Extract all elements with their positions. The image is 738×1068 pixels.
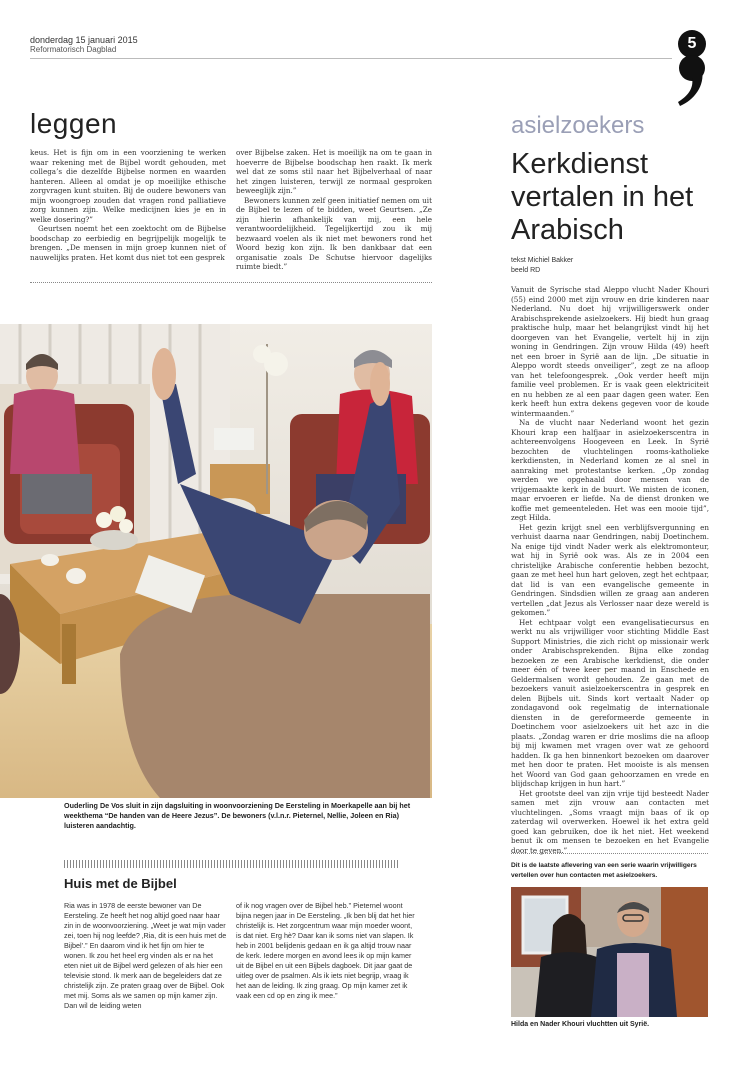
page-number: 5 xyxy=(678,30,706,58)
article-credits xyxy=(511,256,573,276)
header-rule xyxy=(30,58,672,59)
photo-credit: beeld RD xyxy=(511,267,541,274)
paragraph: Het grootste deel van zijn vrije tijd besteedt Nader samen met zijn vrouw aan contacten met vluchtelingen. „Soms vraagt mijn baas of ik op zaterdag wil overwerken. Hoewel ik het extra geld goed kan gebruiken, doe ik het niet. Het weekend benut ik om mensen te bezoeken en het Evangelie door te geven.” xyxy=(511,788,709,855)
photo-caption: Ouderling De Vos sluit in zijn dagsluiting in woonvoorziening De Eersteling in Moerkapelle aan bij het weekthema “De handen van de Heere Jezus”. De bewoners (v.l.n.r. Pieternel, Nellie, Joleen en Ria) luisteren aandachtig. xyxy=(64,801,411,830)
series-note: Dit is de laatste aflevering van een serie waarin vrijwilligers vertellen over hun contacten met asielzoekers. xyxy=(511,862,697,879)
paragraph: Na de vlucht naar Nederland woont het gezin Khouri krap een halfjaar in asielzoekerscentra in achtereenvolgens Hoogeveen en Leek. In Syrië bezochten de vluchtelingen rooms-katholieke kerkdiensten, in Nederland komen ze al snel in aanraking met protestantse kerken. „Op zondag werden we opgehaald door mensen van de vrijgemaakte kerk in de buurt. We misten de iconen, maar ervoeren er liefde. Na de dienst dronken we koffie met gemeenteleden. Het was een mooie tijd”, zegt Hilda. xyxy=(511,418,709,522)
paragraph: keus. Het is fijn om in een voorziening te werken waar rekening met de Bijbel wordt gehouden, met collega’s die dezelfde Bijbelse normen en waarden hanteren. Alleen al omdat je op moeilijke ethische zorgvragen kunt stuiten. Bij de oudere bewoners van mijn woongroep zouden dat vragen rond palliatieve zorg kunnen zijn. Welke medicijnen kies je en in welke dosering?” xyxy=(30,148,226,224)
paragraph: Vanuit de Syrische stad Aleppo vlucht Nader Khouri (55) eind 2000 met zijn vrouw en drie kinderen naar Nederland. Nu doet hij vrijwilligerswerk onder Arabischsprekende asielzoekers. Hij biedt hun graag praktische hulp, maar het belangrijkst vindt hij het doorgeven van het Evangelie, vertelt hij in zijn woning in Gendringen. Zijn vrouw Hilda (49) heeft net een broer in Syrië aan de lijn. „De situatie in Aleppo wordt steeds onveiliger”, zegt ze na afloop van het telefoongesprek. „Ook verder heeft mijn familie veel problemen. Er is vaak geen elektriciteit en nu hebben ze al een paar dagen geen water. Een kerk heeft hun extra dekens gegeven voor de koude wintermaanden.” xyxy=(511,285,709,418)
khouri-photo xyxy=(511,887,708,1017)
newspaper-name: Reformatorisch Dagblad xyxy=(30,45,117,54)
text-credit: tekst Michiel Bakker xyxy=(511,257,574,264)
article-headline: Kerkdienst vertalen in het Arabisch xyxy=(511,148,694,246)
article-column-2 xyxy=(236,148,432,272)
article-headline-leggen: leggen xyxy=(30,108,118,139)
box-column-1: Ria was in 1978 de eerste bewoner van De Eersteling. Ze heeft het nog altijd goed naar haar zin in de woonvoorziening. „Weet je wat mijn vader zei, toen hij nog leefde? ‚Ria, dit is een huis met de Bijbel’.” En daarom vind ik het fijn om hier te wonen. Ik zou het heel erg vinden als er na het eten niet uit de Bijbel werd gelezen of als hier een televisie stond. Ik merk aan de begeleiders dat ze christelijk zijn. Ze praten graag over de Bijbel. Ook met mij. Soms als we samen op mijn kamer zijn. Dan wil de leiding weten xyxy=(64,901,227,1010)
section-label: asielzoekers xyxy=(511,112,645,139)
dotted-divider xyxy=(30,282,432,283)
box-top-pattern xyxy=(64,860,400,868)
comma-logo-icon xyxy=(672,48,712,110)
living-room-photo xyxy=(0,324,432,798)
paragraph: over Bijbelse zaken. Het is moeilijk na om te gaan in hoeverre de Bijbelse boodschap hen raakt. Ik merk wel dat ze soms stil naar het Bijbelverhaal of naar het zingen luisteren, terwijl ze normaal gesproken beweeglijk zijn.” xyxy=(236,148,432,195)
main-photo xyxy=(0,324,432,798)
article-body xyxy=(511,285,709,855)
box-headline: Huis met de Bijbel xyxy=(64,876,177,891)
paragraph: Het echtpaar volgt een evangelisatiecursus en werkt nu als vrijwilliger voor stichting Middle East Support Ministries, die zich richt op missionair werk onder Arabischsprekenden. Bijna elke zondag bezoeken ze een Arabische kerkdienst, die onder meer één of twee keer per maand in Enschede en Geldermalsen wordt gehouden. Ze gaan met de bezoekers vanuit asielzoekerscentra in gesprek en delen Bijbels uit. Sinds kort vertaalt Nader op zondagavond ook regelmatig de internationale diensten in de gereformeerde gemeente in Doetinchem voor asielzoekers uit het azc in die plaats. „Zondag waren er drie moslims die na afloop bij mij kwamen met vragen over wat ze gehoord hadden. Ik ga hen binnenkort bezoeken om daarover met hen door te praten. Het mooiste is als mensen het Woord van God gaan gehoorzamen en vrede en blijdschap krijgen in hun hart.” xyxy=(511,617,709,788)
dotted-divider xyxy=(511,853,708,854)
paragraph: Geurtsen noemt het een zoektocht om de Bijbelse boodschap zo eerbiedig en begrijpelijk mogelijk te brengen. „De mensen in mijn groep kunnen niet of nauwelijks praten. Het komt dus niet tot een gesprek xyxy=(30,224,226,262)
issue-date: donderdag 15 januari 2015 xyxy=(30,35,138,45)
paragraph: Het gezin krijgt snel een verblijfsvergunning en verhuist daarna naar Gendringen, nabij Doetinchem. Na enige tijd vindt Nader werk als elektromonteur, wat hij in Syrië ook was. Als ze in 2004 een christelijke Arabische conferentie hebben bezocht, gaan ze met heel hun hart geloven, zegt het echtpaar, dat lid is van een evangelische gemeente in Gendringen. Sindsdien willen ze graag aan anderen vertellen „dat Jezus als Verlosser naar deze wereld is gekomen.” xyxy=(511,522,709,617)
article-column-1 xyxy=(30,148,226,262)
khouri-photo-caption: Hilda en Nader Khouri vluchtten uit Syrië. xyxy=(511,1021,650,1028)
paragraph: Bewoners kunnen zelf geen initiatief nemen om uit de Bijbel te lezen of te bidden, weet Geurtsen. „Ze zijn hierin afhankelijk van mij, een hele verantwoordelijkheid. Tegelijkertijd zou ik mij bezwaard voelen als ik niet met bewoners rond het Woord bezig kon zijn. Ik ben dankbaar dat een organisatie zoals De Schutse hiervoor dagelijks ruimte biedt.” xyxy=(236,195,432,271)
box-column-2: of ik nog vragen over de Bijbel heb.” Pieternel woont bijna negen jaar in De Eersteling. „Ik ben blij dat het hier christelijk is. Het zorgcentrum waar mijn moeder woont, is dat niet. Erg hè? Daar kan ik soms niet van slapen. Ik heb in 2001 belijdenis gedaan en ik ga altijd trouw naar de kerk. Iedere morgen en avond lees ik op mijn kamer uit de Bijbel en uit een Bijbels dagboek. Dit jaar gaat de uitleg over de psalmen. Als ik iets niet begrijp, vraag ik het aan de leiding. Ik zing graag. Op mijn kamer zet ik vaak een cd op en zing ik mee.” xyxy=(236,901,415,1000)
couple-photo xyxy=(511,887,708,1017)
